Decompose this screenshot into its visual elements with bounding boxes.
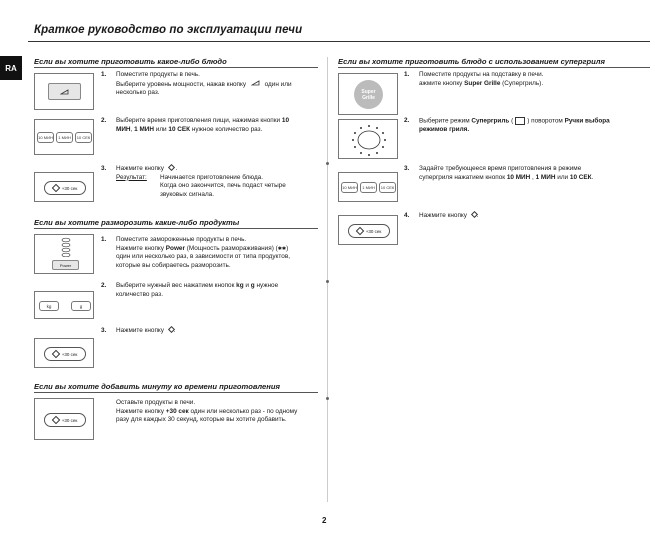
add-time-panel-illustration bbox=[34, 398, 94, 440]
super-grill-panel-illustration bbox=[338, 73, 398, 115]
weight-panel-illustration bbox=[34, 291, 94, 319]
defrost-step-3-text: Нажмите кнопку . bbox=[116, 327, 176, 334]
one-min-button: 1 МИН bbox=[56, 132, 73, 143]
start-diamond-icon bbox=[51, 350, 59, 358]
defrost-step-2-text: Выберите нужный вес нажатием кнопок kg и g нужное количество раз. bbox=[116, 282, 279, 298]
section-header-defrost: Если вы хотите разморозить какие-либо продукты bbox=[34, 218, 240, 227]
section-header-cook: Если вы хотите приготовить какое-либо блюдо bbox=[34, 57, 227, 66]
step-number: 3. bbox=[404, 165, 410, 172]
step-2-text: Выберите время приготовления пищи, нажимая кнопки 10 МИН, 1 МИН или 10 СЕК нужное количество раз. bbox=[116, 117, 290, 133]
section-rule bbox=[34, 67, 318, 68]
language-tab: RA bbox=[0, 56, 22, 80]
ten-sec-button: 10 СЕК bbox=[75, 132, 92, 143]
snowflake-icon: ✱✱ bbox=[277, 245, 287, 252]
start-diamond-icon bbox=[51, 184, 59, 192]
defrost-power-button: Power bbox=[52, 260, 79, 270]
page-title: Краткое руководство по эксплуатации печи bbox=[34, 24, 303, 36]
step-1-text: Поместите продукты в печь. Выберите уровень мощности, нажав кнопку один или несколько раз. bbox=[116, 71, 292, 97]
margin-dot bbox=[326, 280, 329, 283]
grill-time-panel-illustration bbox=[338, 172, 398, 202]
ten-sec-button: 10 СЕК bbox=[379, 182, 396, 193]
defrost-step-1-text: Поместите замороженные продукты в печь. Нажмите кнопку Power (Мощность размораживания) (✱✱) один или несколько раз, в зависимости от типа продуктов, которые вы собираетесь разморозить. bbox=[116, 236, 290, 269]
step-number: 1. bbox=[101, 236, 107, 243]
step-number: 3. bbox=[101, 165, 107, 172]
step-3-text: Нажмите кнопку . Результат: Начинается приготовление блюда. Когда оно закончится, печь подаст четыре звуковых сигнала. bbox=[116, 165, 286, 198]
grill-step-4-text: Нажмите кнопку . bbox=[419, 212, 479, 219]
grill-step-3-text: Задайте требующееся время приготовления в режиме супергриля нажатием кнопок 10 МИН , 1 МИН или 10 СЕК. bbox=[419, 165, 594, 181]
margin-dot bbox=[326, 162, 329, 165]
power-panel-illustration bbox=[34, 73, 94, 110]
start-diamond-icon bbox=[51, 416, 59, 424]
section-rule bbox=[34, 392, 318, 393]
start-diamond-icon bbox=[168, 164, 175, 171]
start-button: +30 сек bbox=[44, 413, 86, 427]
grill-knob-panel-illustration bbox=[338, 119, 398, 159]
step-number: 1. bbox=[404, 71, 410, 78]
section-header-add-minute: Если вы хотите добавить минуту ко времени приготовления bbox=[34, 382, 280, 391]
start-diamond-icon bbox=[355, 227, 363, 235]
start-panel-illustration bbox=[34, 338, 94, 368]
step-number: 2. bbox=[404, 117, 410, 124]
start-button: +30 сек bbox=[44, 181, 86, 195]
defrost-panel-illustration bbox=[34, 234, 94, 274]
add-minute-text: Оставьте продукты в печи. Нажмите кнопку +30 сек один или несколько раз - по одному разу для каждых 30 секунд, которые вы хотите добавить. bbox=[116, 399, 298, 424]
step-number: 1. bbox=[101, 71, 107, 78]
section-header-super-grill: Если вы хотите приготовить блюдо с использованием супергриля bbox=[338, 57, 605, 66]
g-button: g bbox=[71, 301, 91, 311]
ten-min-button: 10 МИН bbox=[37, 132, 54, 143]
page-number: 2 bbox=[322, 516, 327, 525]
start-diamond-icon bbox=[471, 211, 478, 218]
power-level-icon bbox=[251, 80, 260, 86]
grill-step-2-text: Выберите режим Супергриль ( ) поворотом Ручки выбора режимов гриля. bbox=[419, 117, 610, 134]
title-rule bbox=[28, 41, 650, 42]
ten-min-button: 10 МИН bbox=[341, 182, 358, 193]
super-grill-button: Super Grille bbox=[354, 80, 383, 109]
section-rule bbox=[34, 228, 318, 229]
time-panel-illustration bbox=[34, 119, 94, 155]
power-level-icon bbox=[60, 89, 69, 95]
kg-button: kg bbox=[39, 301, 59, 311]
power-button bbox=[48, 83, 81, 100]
mode-selector-knob-icon bbox=[347, 122, 391, 158]
defrost-food-icons bbox=[59, 237, 73, 257]
step-number: 4. bbox=[404, 212, 410, 219]
one-min-button: 1 МИН bbox=[360, 182, 377, 193]
start-button: +30 сек bbox=[44, 347, 86, 361]
start-panel-illustration bbox=[338, 215, 398, 245]
step-number: 3. bbox=[101, 327, 107, 334]
grill-mode-icon bbox=[515, 117, 525, 125]
step-number: 2. bbox=[101, 117, 107, 124]
margin-dot bbox=[326, 397, 329, 400]
start-diamond-icon bbox=[168, 326, 175, 333]
start-button: +30 сек bbox=[348, 224, 390, 238]
step-number: 2. bbox=[101, 282, 107, 289]
start-panel-illustration bbox=[34, 172, 94, 202]
grill-step-1-text: Поместите продукты на подставку в печи. ажмите кнопку Super Grille (Супергриль). bbox=[419, 71, 544, 87]
section-rule bbox=[338, 67, 650, 68]
